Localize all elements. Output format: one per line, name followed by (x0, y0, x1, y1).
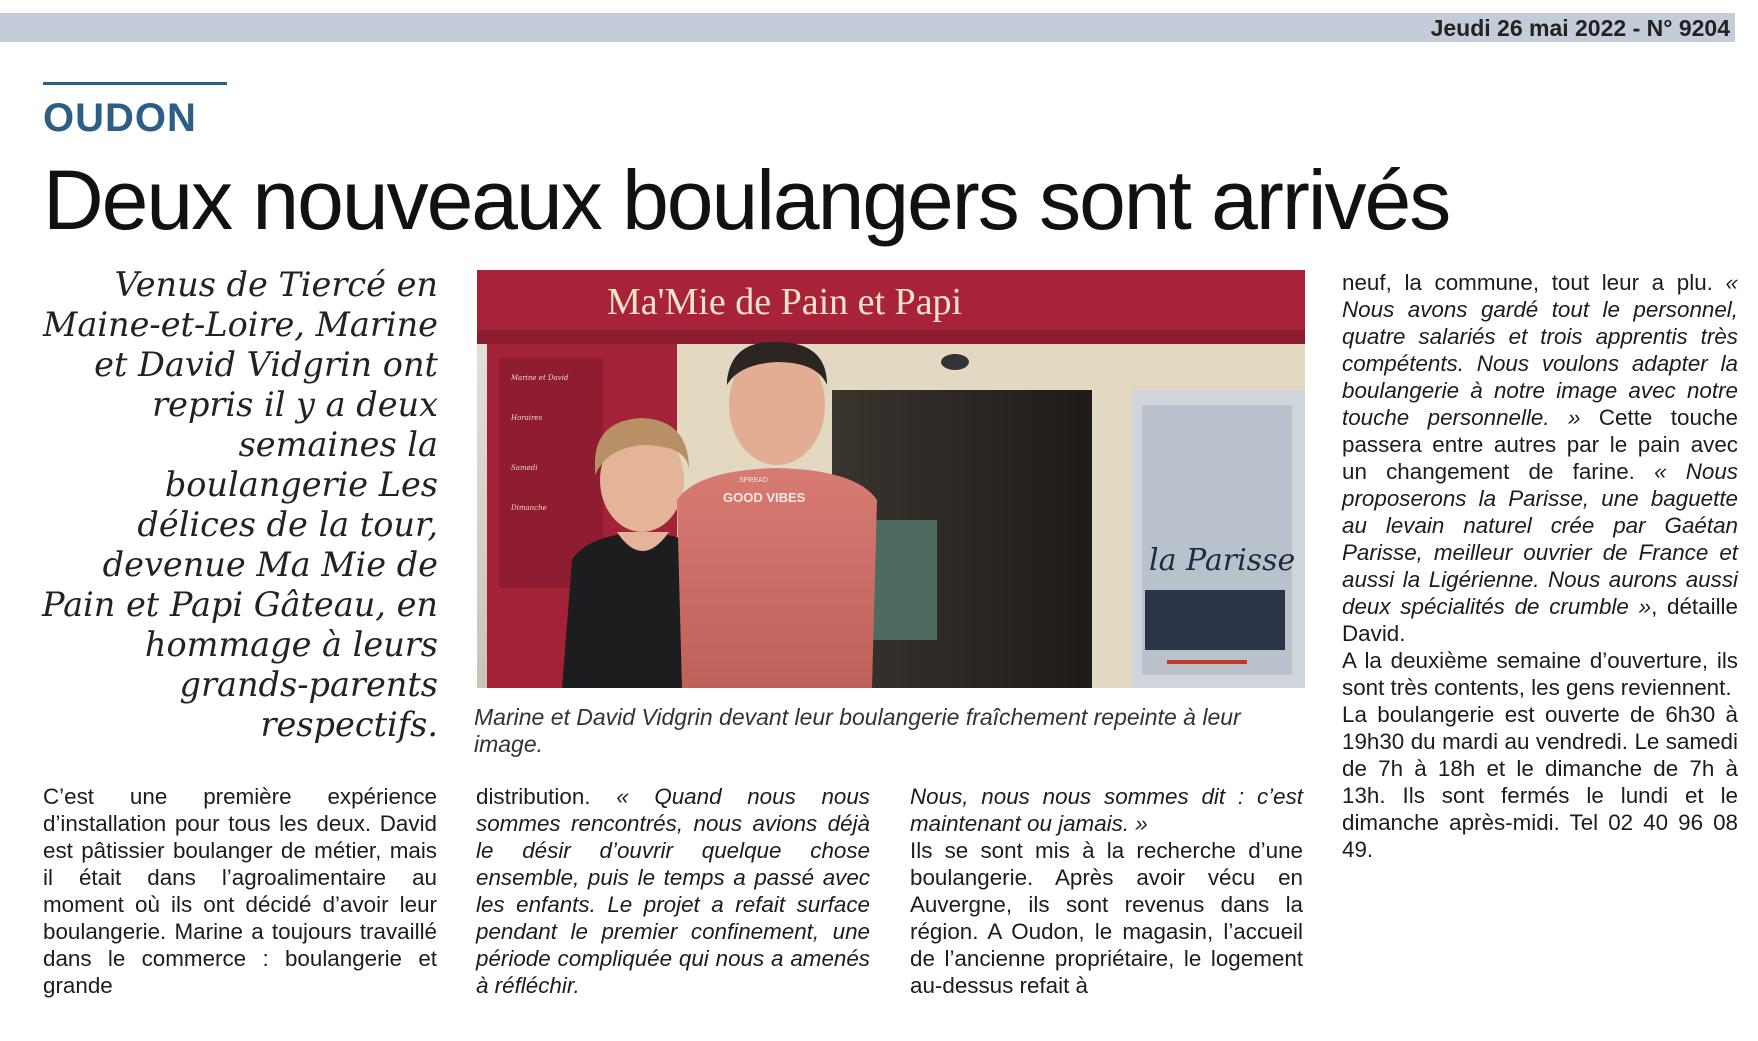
article-standfirst: Venus de Tiercé en Maine-et-Loire, Marine et David Vidgrin ont repris il y a deux semaines la boulangerie Les délices de la tour, devenue Ma Mie de Pain et Papi Gâteau, en hommage à leurs grands-parents respectifs. (42, 265, 438, 744)
paragraph (910, 783, 1303, 837)
svg-text:Samedi: Samedi (511, 464, 538, 472)
paragraph: Ils se sont mis à la recherche d’une boulangerie. Après avoir vécu en Auvergne, ils sont revenus dans la région. A Oudon, le magasin, l’accueil de l’ancienne propriétaire, le logement au-dessus refait à (910, 838, 1303, 998)
paragraph: C’est une première expérience d’installation pour tous les deux. David est pâtissier boulanger de métier, mais il était dans l’agroalimentaire au moment où ils ont décidé d’avoir leur boulangerie. Marine a toujours travaillé dans le commerce : boulangerie et grande (43, 784, 437, 998)
paragraph: La boulangerie est ouverte de 6h30 à 19h30 du mardi au vendredi. Le samedi de 7h à 18h et le dimanche de 7h à 13h. Ils sont fermés le lundi et le dimanche après-midi. Tel 02 40 96 08 49. (1342, 702, 1738, 862)
article-photo (477, 270, 1305, 688)
rubric-rule (43, 82, 227, 85)
window-text: Marine et David (511, 374, 569, 382)
body-column-2 (476, 783, 870, 999)
quote: « Quand nous nous sommes rencontrés, nous avions déjà le désir d’ouvrir quelque chose ensemble, puis le temps a passé avec les enfants. Le projet a refait surface pendant le premier confinement, une période compliquée qui nous a amenés à réfléchir. (476, 784, 870, 998)
poster-text: la Parisse (1149, 543, 1296, 578)
section-rubric: OUDON (43, 96, 197, 140)
quote: « Nous proposerons la Parisse, une baguette au levain naturel crée par Gaétan Parisse, meilleur ouvrier de France et aussi la Ligérienne. Nous aurons aussi deux spécialités de crumble » (1342, 459, 1738, 619)
svg-text:Dimanche: Dimanche (511, 504, 547, 512)
body-column-4 (1342, 269, 1738, 863)
paragraph: A la deuxième semaine d’ouverture, ils sont très contents, les gens reviennent. (1342, 648, 1738, 700)
paragraph: distribution. « Quand nous nous sommes rencontrés, nous avions déjà le désir d’ouvrir quelque chose ensemble, puis le temps a passé avec les enfants. Le projet a refait surface pendant le premier confinement, une période compliquée qui nous a amenés à réfléchir. (476, 784, 870, 998)
tshirt-text: GOOD VIBES (723, 490, 806, 505)
shop-sign: Ma'Mie de Pain et Papi (607, 281, 963, 323)
article-headline: Deux nouveaux boulangers sont arrivés (43, 153, 1450, 247)
paragraph: neuf, la commune, tout leur a plu. « Nous avons gardé tout le personnel, quatre salariés et trois apprentis très compétents. Nous voulons adapter la boulangerie à notre image avec notre touche personnelle. » Cette touche passera entre autres par le pain avec un changement de farine. « Nous proposerons la Parisse, une baguette au levain naturel crée par Gaétan Parisse, meilleur ouvrier de France et aussi la Ligérienne. Nous aurons aussi deux spécialités de crumble », détaille David. (1342, 270, 1738, 646)
dateline: Jeudi 26 mai 2022 - N° 9204 (1430, 15, 1730, 41)
body-column-1 (43, 783, 437, 999)
quote: « Nous avons gardé tout le personnel, quatre salariés et trois apprentis très compétents. Nous voulons adapter la boulangerie à notre image avec notre touche personnelle. » (1342, 270, 1738, 430)
body-column-3 (910, 783, 1303, 999)
quote: Nous, nous nous sommes dit : c’est maintenant ou jamais. » (910, 784, 1303, 836)
photo-caption: Marine et David Vidgrin devant leur boulangerie fraîchement repeinte à leur image. (474, 704, 1241, 757)
photo-illustration (477, 270, 1305, 688)
tshirt-small-text: SPREAD (739, 477, 768, 484)
svg-text:Horaires: Horaires (511, 414, 543, 422)
